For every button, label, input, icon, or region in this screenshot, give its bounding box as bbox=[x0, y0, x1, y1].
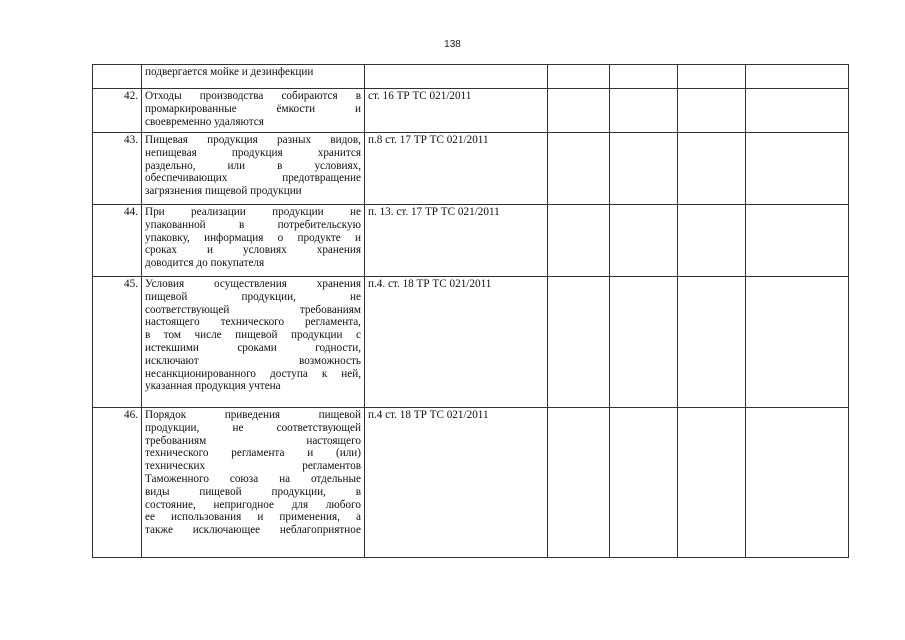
requirement-word: союза bbox=[229, 472, 259, 485]
requirement-word: технического bbox=[220, 316, 285, 329]
table-row bbox=[93, 205, 849, 277]
requirement-line bbox=[145, 206, 361, 219]
requirement-word: обеспечивающих bbox=[145, 172, 228, 185]
table-row bbox=[93, 408, 849, 558]
requirement-word: хранится bbox=[317, 146, 361, 159]
requirement-word: состояние, bbox=[145, 498, 196, 511]
table-row bbox=[93, 133, 849, 205]
regulation-reference bbox=[365, 65, 548, 89]
requirement-word: числе bbox=[194, 329, 222, 342]
requirement-word: продукция bbox=[231, 146, 283, 159]
requirement-word: несанкционированного bbox=[145, 367, 257, 380]
answer-cell[interactable] bbox=[678, 65, 746, 89]
requirement-line bbox=[145, 422, 361, 435]
page-number: 138 bbox=[444, 39, 461, 50]
requirement-word: продукция bbox=[207, 134, 258, 146]
answer-cell[interactable] bbox=[678, 277, 746, 408]
requirement-word: в bbox=[145, 329, 151, 342]
requirement-line bbox=[145, 435, 361, 448]
requirement-word: настоящего bbox=[306, 434, 361, 447]
requirement-word: и bbox=[307, 447, 314, 460]
requirement-word: применения, bbox=[279, 511, 340, 524]
requirement-word: регламента bbox=[231, 447, 285, 460]
answer-cell[interactable] bbox=[548, 89, 610, 133]
regulation-reference: ст. 16 ТР ТС 021/2011 bbox=[365, 89, 548, 133]
requirement-word: ее bbox=[145, 511, 155, 524]
requirement-word: не bbox=[350, 206, 361, 218]
requirement-word: продукте bbox=[297, 231, 341, 244]
requirement-line bbox=[145, 473, 361, 486]
item-number: 42. bbox=[93, 89, 142, 133]
table-row bbox=[93, 65, 849, 89]
requirement-line: указанная продукция учтена bbox=[145, 380, 281, 393]
requirement-word: информация bbox=[204, 231, 264, 244]
requirement-line: загрязнения пищевой продукции bbox=[145, 185, 302, 198]
item-number: 44. bbox=[93, 205, 142, 277]
requirement-line: подвергается мойке и дезинфекции bbox=[145, 66, 314, 78]
requirement-word: виды bbox=[145, 485, 170, 498]
requirement-line: доводится до покупателя bbox=[145, 257, 265, 270]
requirement-line bbox=[145, 278, 361, 291]
requirement-text bbox=[142, 408, 365, 558]
requirement-word: продукции bbox=[272, 206, 324, 218]
requirement-word: и bbox=[355, 102, 361, 115]
answer-cell[interactable] bbox=[548, 408, 610, 558]
requirement-word: для bbox=[291, 498, 309, 511]
item-number bbox=[93, 65, 142, 89]
requirement-word: При bbox=[145, 206, 165, 218]
requirement-word: хранения bbox=[316, 244, 361, 257]
requirement-text bbox=[142, 133, 365, 205]
requirement-word: на bbox=[279, 472, 291, 485]
requirement-text bbox=[142, 65, 365, 89]
answer-cell[interactable] bbox=[746, 277, 849, 408]
requirement-word: Порядок bbox=[145, 409, 187, 421]
answer-cell[interactable] bbox=[548, 133, 610, 205]
requirement-text bbox=[142, 89, 365, 133]
requirement-line bbox=[145, 342, 361, 355]
requirement-word: предотвращение bbox=[282, 172, 361, 185]
requirement-word: ней, bbox=[341, 367, 361, 380]
requirement-text bbox=[142, 205, 365, 277]
requirement-word: (или) bbox=[335, 447, 361, 460]
requirement-word: продукции bbox=[290, 329, 343, 342]
requirement-word: с bbox=[356, 329, 361, 342]
requirement-word: Условия bbox=[145, 278, 185, 290]
regulation-reference: п. 13. ст. 17 ТР ТС 021/2011 bbox=[365, 205, 548, 277]
requirement-line bbox=[145, 460, 361, 473]
checklist-body bbox=[93, 65, 849, 558]
requirement-line bbox=[145, 409, 361, 422]
requirement-word: продукции, bbox=[271, 485, 326, 498]
requirement-word: непригодное bbox=[213, 498, 274, 511]
requirement-word: в bbox=[238, 218, 245, 231]
requirement-word: приведения bbox=[224, 409, 281, 421]
requirement-word: регламентов bbox=[302, 460, 361, 473]
requirement-word: раздельно, bbox=[145, 159, 196, 172]
requirement-line bbox=[145, 447, 361, 460]
requirement-line: своевременно удаляются bbox=[145, 115, 264, 128]
requirement-word: в bbox=[277, 159, 283, 172]
requirement-line bbox=[145, 304, 361, 317]
item-number: 45. bbox=[93, 277, 142, 408]
requirement-word: соответствующей bbox=[145, 303, 230, 316]
requirement-word: пищевой bbox=[318, 409, 361, 421]
requirement-line bbox=[145, 355, 361, 368]
requirement-word: требованиям bbox=[299, 303, 361, 316]
requirement-word: пищевой bbox=[235, 329, 278, 342]
requirement-word: отдельные bbox=[310, 472, 361, 485]
requirement-line bbox=[145, 232, 361, 245]
requirement-word: соответствующей bbox=[276, 421, 361, 434]
answer-cell[interactable] bbox=[610, 89, 678, 133]
requirement-word: видов, bbox=[330, 134, 361, 146]
answer-cell[interactable] bbox=[610, 205, 678, 277]
answer-cell[interactable] bbox=[746, 89, 849, 133]
requirement-word: регламента, bbox=[305, 316, 361, 329]
requirement-word: хранения bbox=[316, 278, 361, 290]
requirement-word: продукции, bbox=[241, 290, 296, 303]
requirement-word: требованиям bbox=[145, 434, 207, 447]
requirement-word: ёмкости bbox=[276, 102, 316, 115]
answer-cell[interactable] bbox=[678, 133, 746, 205]
requirement-word: любого bbox=[325, 498, 361, 511]
answer-cell[interactable] bbox=[610, 277, 678, 408]
requirement-word: технического bbox=[145, 447, 209, 460]
requirement-word: исключают bbox=[145, 354, 199, 367]
answer-cell[interactable] bbox=[746, 65, 849, 89]
answer-cell[interactable] bbox=[746, 133, 849, 205]
requirement-word: использования bbox=[171, 511, 242, 524]
requirement-line bbox=[145, 511, 361, 524]
answer-cell[interactable] bbox=[678, 408, 746, 558]
answer-cell[interactable] bbox=[678, 205, 746, 277]
requirement-word: годности, bbox=[315, 341, 361, 354]
answer-cell[interactable] bbox=[746, 408, 849, 558]
requirement-word: том bbox=[163, 329, 181, 342]
requirement-line bbox=[145, 160, 361, 173]
answer-cell[interactable] bbox=[610, 65, 678, 89]
requirement-word: а bbox=[355, 511, 361, 524]
requirement-word: технических bbox=[145, 460, 206, 473]
requirement-line bbox=[145, 316, 361, 329]
requirement-word: возможность bbox=[298, 354, 361, 367]
requirement-line bbox=[145, 329, 361, 342]
requirement-word: собираются bbox=[281, 90, 338, 102]
requirement-word: истекшими bbox=[145, 341, 199, 354]
requirement-word: и bbox=[206, 244, 213, 257]
requirement-word: настоящего bbox=[145, 316, 200, 329]
requirement-word: условиях bbox=[242, 244, 287, 257]
requirement-word: и bbox=[257, 511, 264, 524]
requirement-word: осуществления bbox=[214, 278, 287, 290]
requirement-word: Таможенного bbox=[145, 472, 209, 485]
regulation-reference: п.8 ст. 17 ТР ТС 021/2011 bbox=[365, 133, 548, 205]
requirement-line bbox=[145, 103, 361, 116]
requirement-text bbox=[142, 277, 365, 408]
requirement-line bbox=[145, 524, 361, 537]
requirement-word: неблагоприятное bbox=[279, 524, 361, 537]
requirement-word: производства bbox=[199, 90, 264, 102]
requirement-word: сроками bbox=[237, 341, 277, 354]
requirement-word: разных bbox=[277, 134, 312, 146]
requirement-word: реализации bbox=[191, 206, 246, 218]
requirement-word: пищевой bbox=[199, 485, 242, 498]
requirement-word: упаковку, bbox=[145, 231, 190, 244]
requirement-word: и bbox=[355, 231, 361, 244]
checklist-table bbox=[92, 64, 849, 558]
item-number: 43. bbox=[93, 133, 142, 205]
regulation-reference: п.4 ст. 18 ТР ТС 021/2011 bbox=[365, 408, 548, 558]
requirement-word: Пищевая bbox=[145, 134, 188, 146]
requirement-line bbox=[145, 172, 361, 185]
requirement-line bbox=[145, 219, 361, 232]
requirement-word: о bbox=[277, 231, 284, 244]
requirement-word: исключающее bbox=[192, 524, 261, 537]
requirement-line bbox=[145, 90, 361, 103]
requirement-word: условиях, bbox=[314, 159, 361, 172]
requirement-word: в bbox=[355, 90, 361, 102]
requirement-word: продукции, bbox=[145, 421, 200, 434]
requirement-line bbox=[145, 499, 361, 512]
answer-cell[interactable] bbox=[746, 205, 849, 277]
requirement-word: также bbox=[145, 524, 173, 537]
item-number: 46. bbox=[93, 408, 142, 558]
answer-cell[interactable] bbox=[678, 89, 746, 133]
requirement-line bbox=[145, 134, 361, 147]
requirement-line bbox=[145, 244, 361, 257]
requirement-word: или bbox=[227, 159, 246, 172]
requirement-word: непищевая bbox=[145, 146, 197, 159]
requirement-word: сроках bbox=[145, 244, 177, 257]
table-row bbox=[93, 89, 849, 133]
requirement-line bbox=[145, 147, 361, 160]
answer-cell[interactable] bbox=[548, 65, 610, 89]
requirement-line bbox=[145, 486, 361, 499]
requirement-word: доступа bbox=[270, 367, 308, 380]
requirement-word: не bbox=[350, 290, 361, 303]
answer-cell[interactable] bbox=[610, 133, 678, 205]
requirement-word: Отходы bbox=[145, 90, 182, 102]
requirement-line bbox=[145, 291, 361, 304]
requirement-word: не bbox=[232, 421, 244, 434]
requirement-word: промаркированные bbox=[145, 102, 237, 115]
answer-cell[interactable] bbox=[610, 408, 678, 558]
requirement-word: в bbox=[355, 485, 361, 498]
answer-cell[interactable] bbox=[548, 205, 610, 277]
requirement-word: к bbox=[321, 367, 328, 380]
requirement-word: потребительскую bbox=[277, 218, 361, 231]
requirement-word: упакованной bbox=[145, 218, 206, 231]
table-row bbox=[93, 277, 849, 408]
answer-cell[interactable] bbox=[548, 277, 610, 408]
regulation-reference: п.4. ст. 18 ТР ТС 021/2011 bbox=[365, 277, 548, 408]
requirement-line bbox=[145, 368, 361, 381]
requirement-word: пищевой bbox=[145, 290, 188, 303]
